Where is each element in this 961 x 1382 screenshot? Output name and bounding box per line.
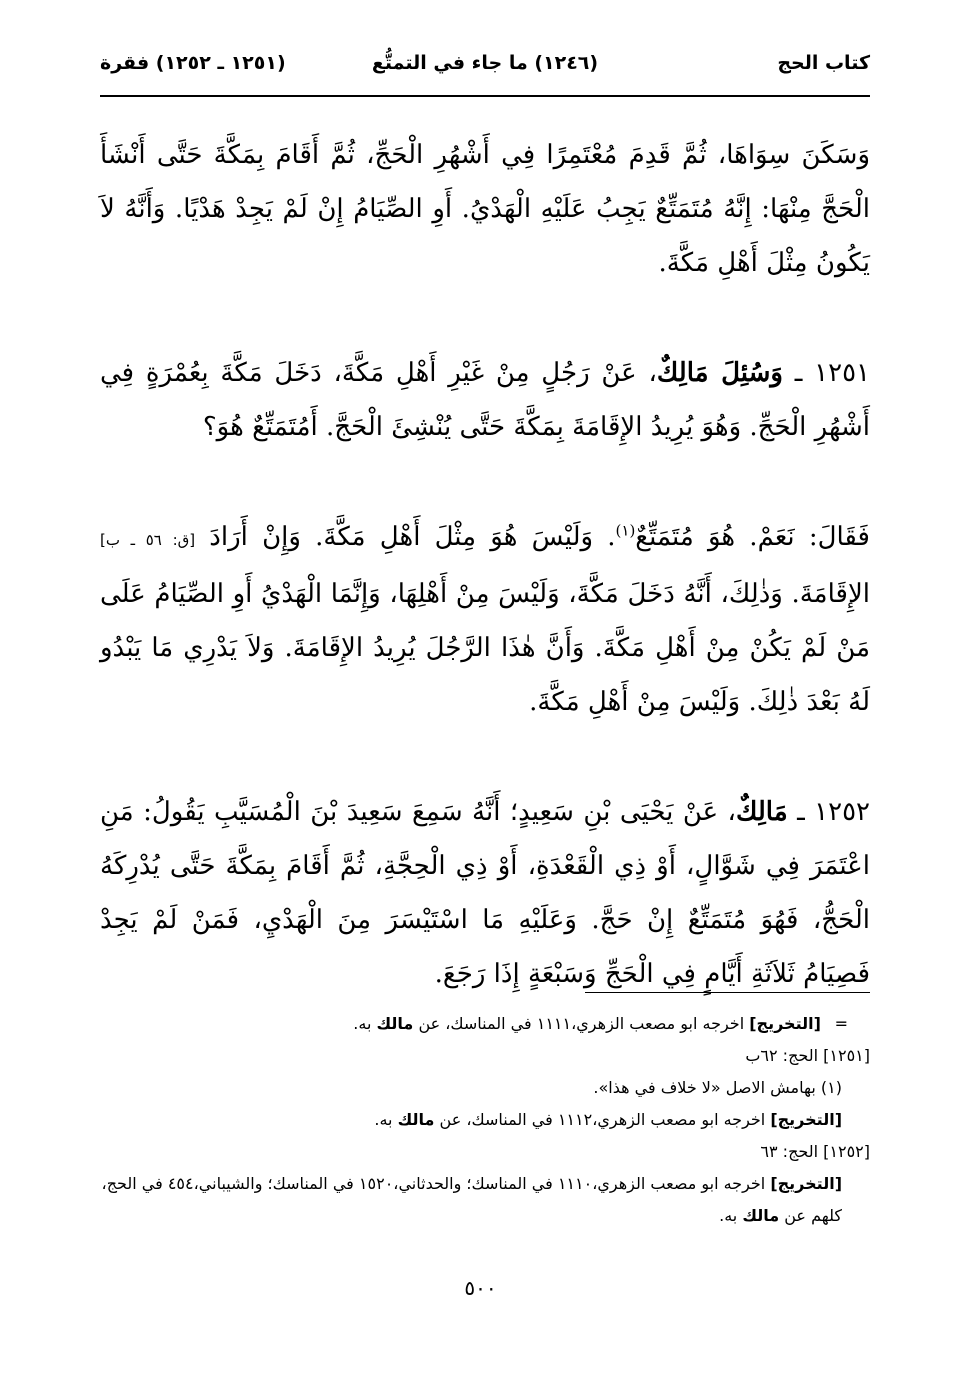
chapter-title: (١٢٤٦) ما جاء في التمتُّع [371, 52, 599, 74]
takhrij-1252 [100, 1168, 870, 1232]
answer-text-b: . وَلَيْسَ هُوَ مِثْلَ أَهْلِ مَكَّةَ. وَإِنْ أَرَادَ [209, 522, 616, 552]
takhrij-malik: مالك [742, 1206, 780, 1225]
paragraph-range: (١٢٥١ ـ ١٢٥٢) فقرة [100, 52, 286, 74]
paragraph-number: ١٢٥٢ ـ [797, 797, 870, 827]
paragraph-1251 [100, 346, 870, 454]
narrator-name: وَسُئِلَ مَالِكٌ [656, 358, 783, 388]
continuation-mark: = [834, 1014, 848, 1033]
takhrij-previous [100, 1008, 870, 1040]
takhrij-1251 [100, 1104, 870, 1136]
takhrij-end: به. [353, 1014, 372, 1033]
running-header [100, 42, 870, 94]
reference-1252: [١٢٥٢] الحج: ٦٣ [760, 1142, 870, 1161]
footnote-divider [585, 992, 870, 993]
footnotes [100, 1008, 870, 1232]
manuscript-marker: [ق: ٥٦ ـ ب] [100, 531, 196, 549]
takhrij-malik: مالك [397, 1110, 435, 1129]
footnote-1: (١) بهامش الاصل «لا خلاف في هذا». [593, 1078, 842, 1097]
takhrij-label: [التخريج] [749, 1014, 821, 1033]
takhrij-text: اخرجه ابو مصعب الزهري،١١١٢ في المناسك، عن [439, 1110, 766, 1129]
takhrij-label: [التخريج] [770, 1174, 842, 1193]
paragraph-answer [100, 510, 870, 729]
takhrij-text: اخرجه ابو مصعب الزهري،١١١٠ في المناسك؛ والحدثاني،١٥٢٠ في المناسك؛ والشيباني،٤٥٤ في الحج، كلهم عن [101, 1174, 842, 1225]
footnote-ref[interactable]: (١) [615, 521, 636, 540]
takhrij-end: به. [719, 1206, 738, 1225]
paragraph-intro-text: وَسَكَنَ سِوَاهَا، ثُمَّ قَدِمَ مُعْتَمِرًا فِي أَشْهُرِ الْحَجِّ، ثُمَّ أَقَامَ بِمَكَّةَ حَتَّى أَنْشَأَ الْحَجَّ مِنْهَا: إِنَّهُ مُتَمَتِّعٌ يَجِبُ عَلَيْهِ الْهَدْيُ. أَوِ الصِّيَامُ إِنْ لَمْ يَجِدْ هَدْيًا. وَأَنَّهُ لاَ يَكُونُ مِثْلَ أَهْلِ مَكَّةَ. [100, 140, 870, 278]
header-divider [100, 95, 870, 97]
narrator-name: مَالِكٌ [735, 797, 788, 827]
paragraph-1251-text: ، عَنْ رَجُلٍ مِنْ غَيْرِ أَهْلِ مَكَّةَ، دَخَلَ مَكَّةَ بِعُمْرَةٍ فِي أَشْهُرِ الْحَجِّ. وَهُوَ يُرِيدُ الإِقَامَةَ بِمَكَّةَ حَتَّى يُنْشِئَ الْحَجَّ. أَمُتَمَتِّعٌ هُوَ؟ [100, 358, 870, 442]
takhrij-label: [التخريج] [770, 1110, 842, 1129]
page-number: ٥٠٠ [464, 1276, 497, 1300]
answer-text-c: الإِقَامَةَ. وَذٰلِكَ، أَنَّهُ دَخَلَ مَكَّةَ، وَلَيْسَ مِنْ أَهْلِهَا، وَإِنَّمَا الْهَدْيُ أَوِ الصِّيَامُ عَلَى مَنْ لَمْ يَكُنْ مِنْ أَهْلِ مَكَّةَ. وَأَنَّ هٰذَا الرَّجُلَ يُرِيدُ الإِقَامَةَ. وَلاَ يَدْرِي مَا يَبْدُو لَهُ بَعْدَ ذٰلِكَ. وَلَيْسَ مِنْ أَهْلِ مَكَّةَ. [100, 579, 870, 717]
answer-text-a: فَقَالَ: نَعَمْ. هُوَ مُتَمَتِّعٌ [635, 522, 870, 552]
book-title: كتاب الحج [777, 52, 870, 74]
paragraph-1252-text: ، عَنْ يَحْيَى بْنِ سَعِيدٍ؛ أَنَّهُ سَمِعَ سَعِيدَ بْنَ الْمُسَيَّبِ يَقُولُ: مَنِ اعْتَمَرَ فِي شَوَّالٍ، أَوْ ذِي الْقَعْدَةِ، أَوْ ذِي الْحِجَّةِ، ثُمَّ أَقَامَ بِمَكَّةَ حَتَّى يُدْرِكَهُ الْحَجُّ، فَهُوَ مُتَمَتِّعٌ إِنْ حَجَّ. وَعَلَيْهِ مَا اسْتَيْسَرَ مِنَ الْهَدْيِ، فَمَنْ لَمْ يَجِدْ فَصِيَامُ ثَلاَثَةِ أَيَّامٍ فِي الْحَجِّ وَسَبْعَةٍ إِذَا رَجَعَ. [100, 797, 870, 989]
main-text [100, 128, 870, 1001]
paragraph-1252 [100, 785, 870, 1001]
paragraph-intro [100, 128, 870, 290]
takhrij-malik: مالك [376, 1014, 414, 1033]
takhrij-end: به. [374, 1110, 393, 1129]
paragraph-number: ١٢٥١ ـ [794, 358, 870, 388]
takhrij-text: اخرجه ابو مصعب الزهري،١١١١ في المناسك، عن [418, 1014, 745, 1033]
reference-1251: [١٢٥١] الحج: ٦٢ب [745, 1046, 870, 1065]
